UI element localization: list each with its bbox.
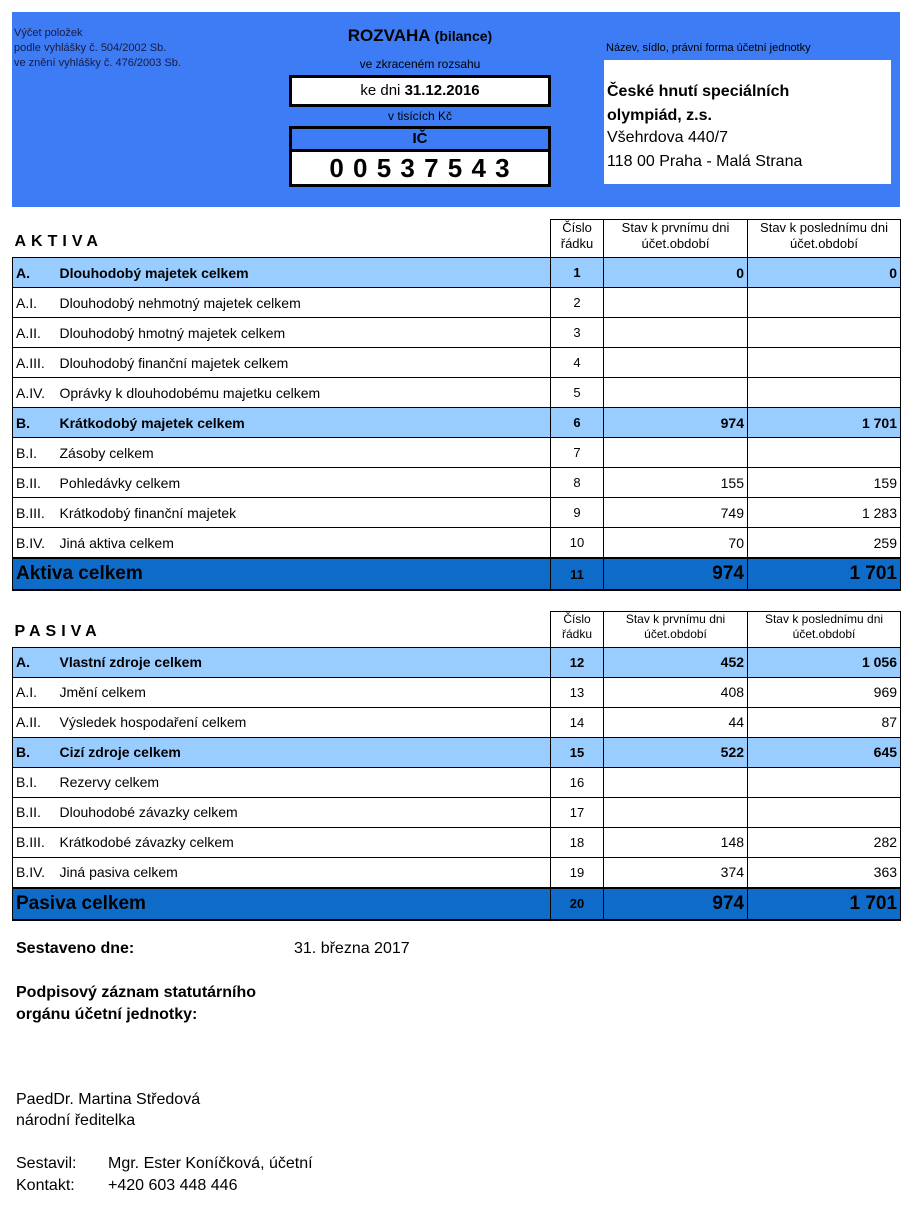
entity-address: Všehrdova 440/7: [607, 129, 728, 146]
entity-name-2: olympiád, z.s.: [607, 107, 712, 124]
table-row: [13, 707, 901, 737]
col-row-no: Číslo řádku: [551, 220, 604, 258]
table-row: [13, 647, 901, 677]
row-last-value: [748, 797, 901, 827]
row-last-value: [748, 348, 901, 378]
entity-label: Název, sídlo, právní forma účetní jednotky: [606, 42, 811, 54]
report-date: 31.12.2016: [404, 82, 480, 99]
row-name: Rezervy celkem: [57, 767, 551, 797]
row-name: Dlouhodobý hmotný majetek celkem: [57, 318, 551, 348]
row-code: A.II.: [13, 707, 57, 737]
row-last-value: [748, 318, 901, 348]
row-first-value: [604, 767, 748, 797]
row-first-value: [604, 348, 748, 378]
row-number: 16: [551, 767, 604, 797]
row-first-value: 0: [604, 258, 748, 288]
contact-value: +420 603 448 446: [108, 1177, 238, 1194]
row-code: B.III.: [13, 827, 57, 857]
row-number: 12: [551, 647, 604, 677]
pasiva-total-row: [13, 888, 901, 920]
total-label: Pasiva celkem: [13, 888, 551, 920]
table-row: [13, 528, 901, 559]
row-number: 15: [551, 737, 604, 767]
col-first-day: Stav k prvnímu dni účet.období: [604, 220, 748, 258]
table-row: [13, 348, 901, 378]
row-number: 2: [551, 288, 604, 318]
report-subtitle: (bilance): [434, 28, 493, 44]
row-name: Jiná aktiva celkem: [57, 528, 551, 559]
table-row: [13, 408, 901, 438]
row-first-value: [604, 288, 748, 318]
legal-line: podle vyhlášky č. 504/2002 Sb.: [14, 42, 167, 54]
row-number: 4: [551, 348, 604, 378]
row-last-value: 363: [748, 857, 901, 888]
row-number: 18: [551, 827, 604, 857]
legal-basis: [14, 26, 181, 71]
table-row: [13, 767, 901, 797]
row-code: B.II.: [13, 797, 57, 827]
report-scope: ve zkraceném rozsahu: [359, 57, 481, 71]
entity-box: [604, 60, 891, 184]
row-name: Jiná pasiva celkem: [57, 857, 551, 888]
row-number: 5: [551, 378, 604, 408]
entity-name: České hnutí speciálních: [607, 83, 790, 100]
table-row: [13, 737, 901, 767]
row-last-value: 87: [748, 707, 901, 737]
table-row: [13, 677, 901, 707]
row-name: Jmění celkem: [57, 677, 551, 707]
table-row: [13, 258, 901, 288]
row-name: Krátkodobý finanční majetek: [57, 498, 551, 528]
aktiva-table: [12, 219, 901, 591]
total-first: 974: [604, 558, 748, 590]
row-last-value: [748, 438, 901, 468]
row-name: Cizí zdroje celkem: [57, 737, 551, 767]
compiled-label: Sestaveno dne:: [16, 940, 135, 957]
row-code: B.I.: [13, 438, 57, 468]
row-code: B.: [13, 408, 57, 438]
row-first-value: [604, 378, 748, 408]
row-code: A.: [13, 647, 57, 677]
signature-label: Podpisový záznam statutárního: [16, 984, 257, 1001]
row-code: A.I.: [13, 677, 57, 707]
row-code: A.: [13, 258, 57, 288]
row-first-value: 452: [604, 647, 748, 677]
row-number: 10: [551, 528, 604, 559]
date-box: [289, 75, 551, 107]
row-code: B.IV.: [13, 857, 57, 888]
row-number: 7: [551, 438, 604, 468]
row-name: Dlouhodobý finanční majetek celkem: [57, 348, 551, 378]
ic-label: IČ: [289, 126, 551, 152]
row-name: Dlouhodobý majetek celkem: [57, 258, 551, 288]
row-name: Krátkodobé závazky celkem: [57, 827, 551, 857]
prepared-label: Sestavil:: [16, 1155, 77, 1172]
row-code: B.III.: [13, 498, 57, 528]
row-code: B.I.: [13, 767, 57, 797]
row-name: Krátkodobý majetek celkem: [57, 408, 551, 438]
aktiva-title: AKTIVA: [14, 233, 103, 250]
row-code: A.IV.: [13, 378, 57, 408]
row-last-value: 159: [748, 468, 901, 498]
row-code: B.IV.: [13, 528, 57, 559]
row-name: Pohledávky celkem: [57, 468, 551, 498]
table-row: [13, 318, 901, 348]
table-row: [13, 288, 901, 318]
row-last-value: [748, 767, 901, 797]
total-last: 1 701: [748, 558, 901, 590]
col-last-day: Stav k poslednímu dni účet.období: [748, 220, 901, 258]
row-first-value: [604, 438, 748, 468]
row-first-value: 155: [604, 468, 748, 498]
row-first-value: 44: [604, 707, 748, 737]
row-first-value: 148: [604, 827, 748, 857]
row-name: Vlastní zdroje celkem: [57, 647, 551, 677]
row-name: Oprávky k dlouhodobému majetku celkem: [57, 378, 551, 408]
legal-line: ve znění vyhlášky č. 476/2003 Sb.: [14, 57, 181, 69]
row-first-value: 522: [604, 737, 748, 767]
col-first-day: Stav k prvnímu dni účet.období: [604, 612, 748, 648]
signature-label-2: orgánu účetní jednotky:: [16, 1006, 198, 1023]
row-number: 14: [551, 707, 604, 737]
compiled-date: 31. března 2017: [294, 940, 410, 957]
signer-name: PaedDr. Martina Středová: [16, 1091, 201, 1108]
row-number: 6: [551, 408, 604, 438]
row-name: Dlouhodobé závazky celkem: [57, 797, 551, 827]
total-row-no: 11: [551, 558, 604, 590]
row-name: Dlouhodobý nehmotný majetek celkem: [57, 288, 551, 318]
date-prefix: ke dni: [360, 82, 401, 99]
row-name: Zásoby celkem: [57, 438, 551, 468]
row-last-value: 1 056: [748, 647, 901, 677]
col-row-no: Číslo řádku: [551, 612, 604, 648]
table-row: [13, 797, 901, 827]
signer-role: národní ředitelka: [16, 1112, 136, 1129]
col-last-day: Stav k poslednímu dni účet.období: [748, 612, 901, 648]
row-first-value: 408: [604, 677, 748, 707]
row-number: 13: [551, 677, 604, 707]
total-label: Aktiva celkem: [13, 558, 551, 590]
table-row: [13, 438, 901, 468]
row-first-value: 974: [604, 408, 748, 438]
row-code: A.II.: [13, 318, 57, 348]
table-row: [13, 468, 901, 498]
table-row: [13, 378, 901, 408]
row-last-value: [748, 288, 901, 318]
pasiva-table: [12, 611, 901, 921]
row-last-value: 969: [748, 677, 901, 707]
row-last-value: 0: [748, 258, 901, 288]
row-first-value: [604, 318, 748, 348]
aktiva-total-row: [13, 558, 901, 590]
row-code: B.: [13, 737, 57, 767]
table-row: [13, 498, 901, 528]
row-first-value: [604, 797, 748, 827]
row-last-value: 1 701: [748, 408, 901, 438]
row-code: A.I.: [13, 288, 57, 318]
row-number: 8: [551, 468, 604, 498]
row-first-value: 70: [604, 528, 748, 559]
prepared-value: Mgr. Ester Koníčková, účetní: [108, 1155, 313, 1172]
total-first: 974: [604, 888, 748, 920]
table-row: [13, 827, 901, 857]
total-row-no: 20: [551, 888, 604, 920]
row-number: 9: [551, 498, 604, 528]
row-first-value: 749: [604, 498, 748, 528]
row-last-value: 1 283: [748, 498, 901, 528]
row-last-value: 282: [748, 827, 901, 857]
legal-line: Výčet položek: [14, 27, 83, 39]
row-last-value: 645: [748, 737, 901, 767]
row-last-value: 259: [748, 528, 901, 559]
row-code: A.III.: [13, 348, 57, 378]
contact-label: Kontakt:: [16, 1177, 75, 1194]
row-number: 3: [551, 318, 604, 348]
units-label: v tisících Kč: [387, 109, 452, 123]
report-title: ROZVAHA (bilance): [347, 26, 493, 45]
row-name: Výsledek hospodaření celkem: [57, 707, 551, 737]
row-first-value: 374: [604, 857, 748, 888]
total-last: 1 701: [748, 888, 901, 920]
ic-value: 0 0 5 3 7 5 4 3: [289, 149, 551, 187]
row-number: 19: [551, 857, 604, 888]
table-row: [13, 857, 901, 888]
row-code: B.II.: [13, 468, 57, 498]
row-number: 17: [551, 797, 604, 827]
row-number: 1: [551, 258, 604, 288]
row-last-value: [748, 378, 901, 408]
entity-city: 118 00 Praha - Malá Strana: [607, 153, 803, 170]
pasiva-title: PASIVA: [14, 622, 102, 640]
